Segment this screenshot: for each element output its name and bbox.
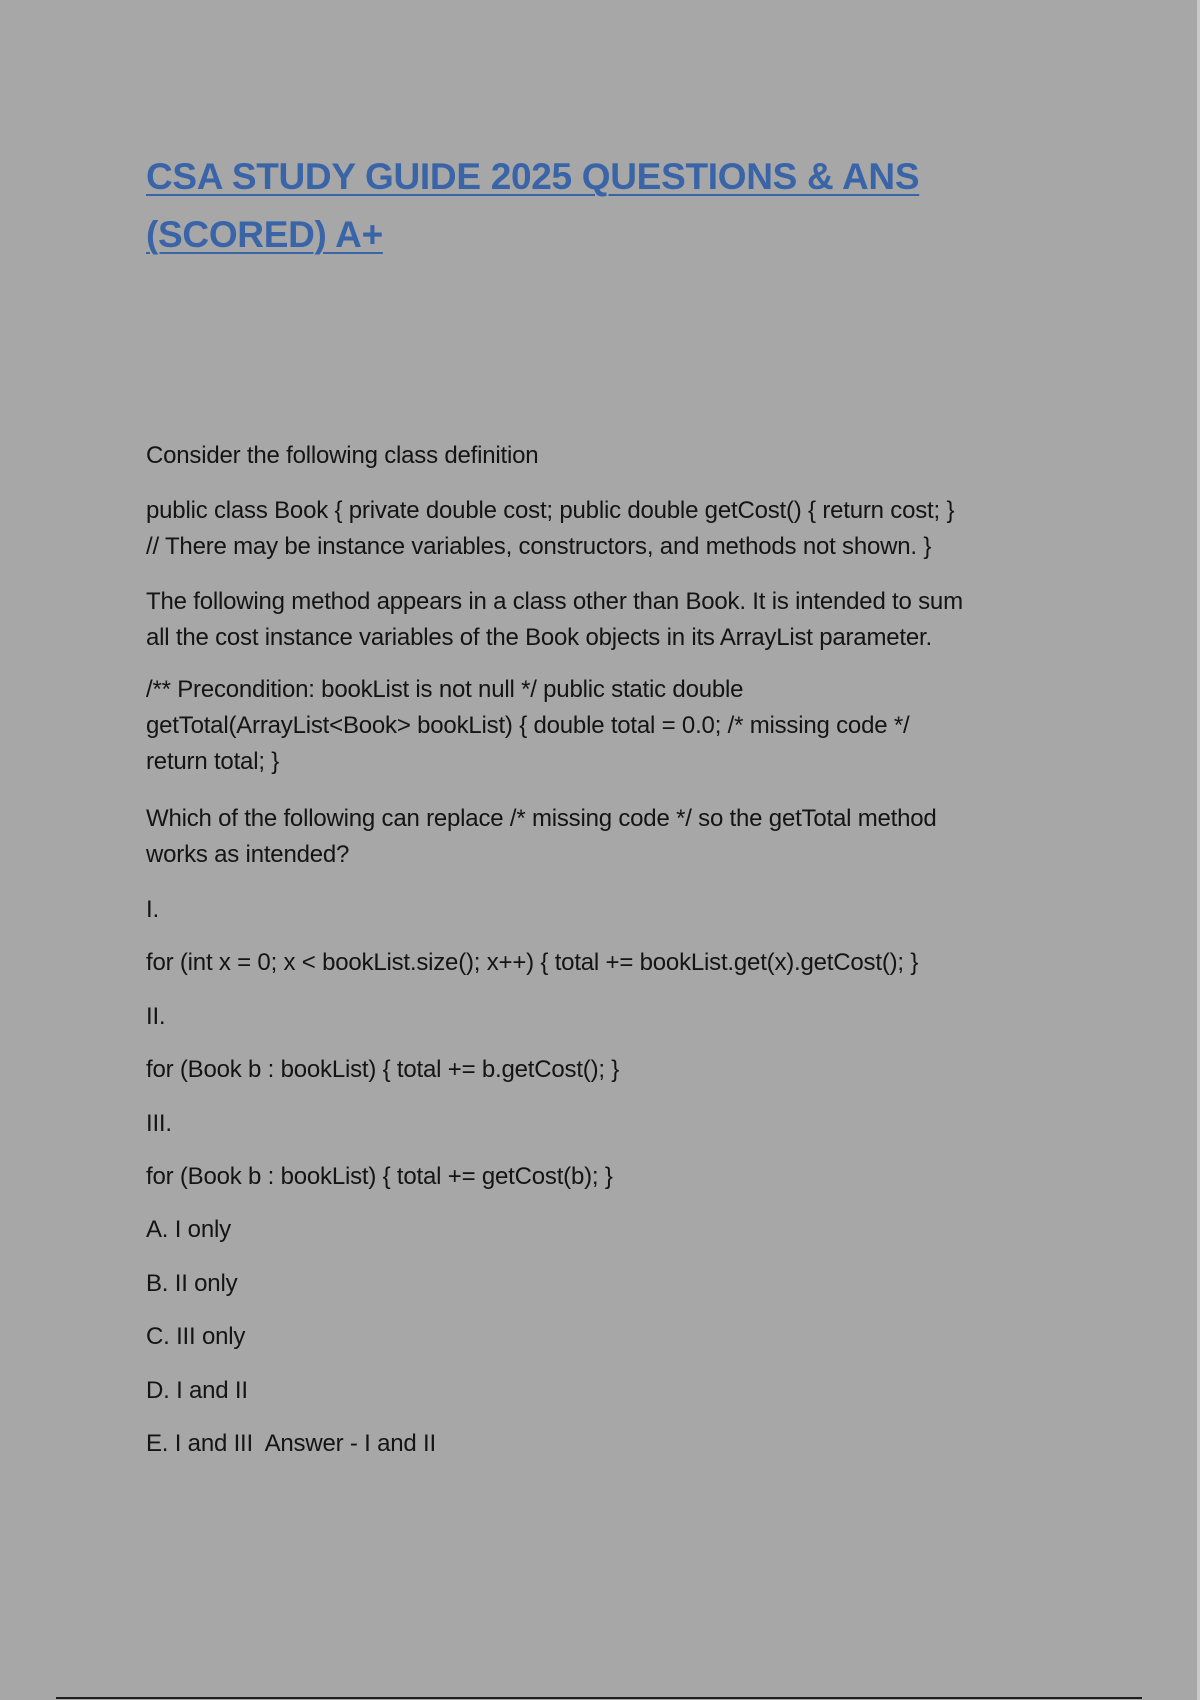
method-code-line: /** Precondition: bookList is not null */ public static double xyxy=(146,676,744,703)
title-line-2: (SCORED) A+ xyxy=(146,214,383,255)
option-numeral-1: I. xyxy=(146,896,159,923)
option-numeral-2: II. xyxy=(146,1003,166,1030)
question-line: Which of the following can replace /* missing code */ so the getTotal method xyxy=(146,805,937,832)
option-numeral-3: III. xyxy=(146,1110,172,1137)
class-code-block xyxy=(146,493,954,565)
question-line: works as intended? xyxy=(146,841,350,868)
method-description-line: The following method appears in a class other than Book. It is intended to sum xyxy=(146,588,963,615)
method-code-block xyxy=(146,672,909,780)
method-code-line: getTotal(ArrayList<Book> bookList) { double total = 0.0; /* missing code */ xyxy=(146,712,910,739)
class-code-line: public class Book { private double cost; public double getCost() { return cost; } xyxy=(146,497,955,524)
option-code-3: for (Book b : bookList) { total += getCost(b); } xyxy=(146,1163,613,1190)
class-code-line: // There may be instance variables, constructors, and methods not shown. } xyxy=(146,533,932,560)
choice-c: C. III only xyxy=(146,1323,246,1350)
option-code-1: for (int x = 0; x < bookList.size(); x++) { total += bookList.get(x).getCost(); } xyxy=(146,949,919,976)
document-title xyxy=(146,148,1046,264)
option-code-2: for (Book b : bookList) { total += b.getCost(); } xyxy=(146,1056,620,1083)
method-code-line: return total; } xyxy=(146,748,280,775)
question-text xyxy=(146,801,937,873)
footer-rule xyxy=(56,1697,1142,1699)
method-description xyxy=(146,584,963,656)
choice-b: B. II only xyxy=(146,1270,238,1297)
intro-text: Consider the following class definition xyxy=(146,442,539,469)
choice-d: D. I and II xyxy=(146,1377,248,1404)
method-description-line: all the cost instance variables of the Book objects in its ArrayList parameter. xyxy=(146,624,932,651)
choice-a: A. I only xyxy=(146,1216,231,1243)
title-line-1: CSA STUDY GUIDE 2025 QUESTIONS & ANS xyxy=(146,156,920,197)
choice-e-with-answer: E. I and III Answer - I and II xyxy=(146,1430,436,1457)
